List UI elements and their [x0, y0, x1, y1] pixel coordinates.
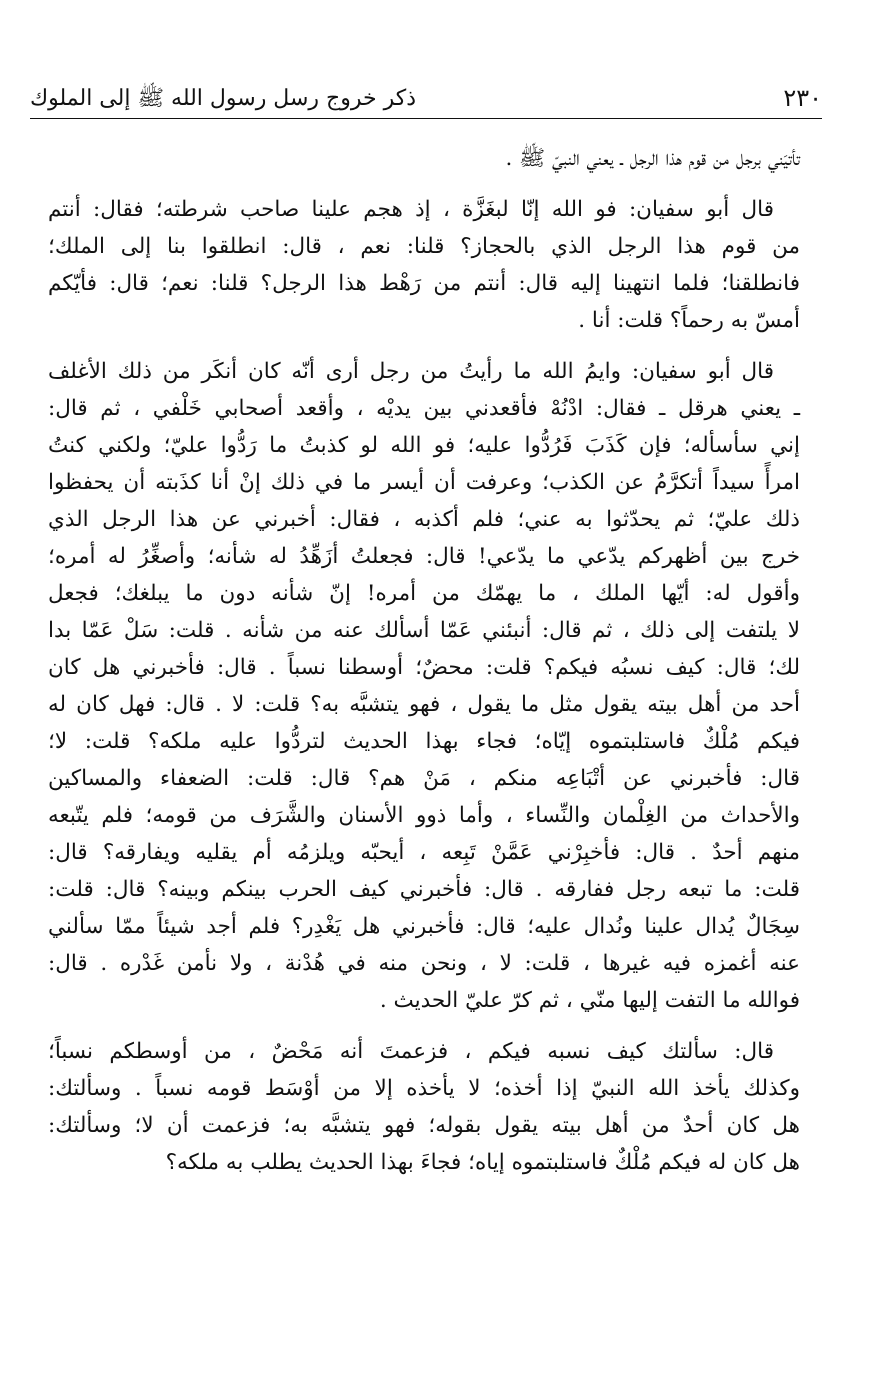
text-line: عنه أغمزه فيه غيرها ، قلت: لا ، ونحن منه في هُدْنة ، ولا نأمن غَدْره . قال:: [48, 951, 800, 976]
text-line: منهم أحدٌ . قال: فأخبِرْني عَمَّنْ تَبِعه ، أيحبّه ويلزمُه أم يقليه ويفارقه؟ قال:: [48, 840, 800, 865]
text-line: فيكم مُلْكٌ فاستلبتموه إيّاه؛ فجاء بهذا الحديث لتردُّوا عليه ملكه؟ قلت: لا؛: [48, 729, 800, 754]
header-rule: [30, 118, 822, 119]
body-text: [48, 140, 800, 1181]
text-line: قال أبو سفيان: فو الله إنّا لبغَزَّة ، إذ هجم علينا صاحب شرطته؛ فقال: أنتم: [48, 197, 774, 222]
paragraph: [48, 191, 800, 339]
paragraph-gap: [48, 1019, 800, 1033]
text-line: وكذلك يأخذ الله النبيّ إذا أخذه؛ لا يأخذه إلا من أوْسَط قومه نسباً . وسألتك:: [48, 1076, 800, 1101]
paragraph-gap: [48, 339, 800, 353]
text-line: امرأً سيداً أتكرَّمُ عن الكذب؛ وعرفت أن أيسر ما في ذلك إنْ أنا كذَبته أن يحفظوا: [48, 470, 800, 495]
text-line: من قوم هذا الرجل الذي بالحجاز؟ قلنا: نعم ، قال: انطلقوا بنا إلى الملك؛: [48, 234, 800, 259]
paragraph-gap: [48, 177, 800, 191]
text-line: أحد من أهل بيته يقول مثل ما يقول ، فهو يتشبَّه به؟ قلت: لا . قال: فهل كان له: [48, 692, 800, 717]
text-line: هل كان له فيكم مُلْكٌ فاستلبتموه إياه؛ فجاءَ بهذا الحديث يطلب به ملكه؟: [165, 1150, 800, 1175]
paragraph: [48, 140, 800, 177]
page-header: [30, 72, 822, 112]
text-line: إني سأسأله؛ فإن كَذَبَ فَرُدُّوا عليه؛ فو الله لو كذبتُ ما رَدُّوا عليّ؛ ولكني كنتُ: [48, 433, 800, 458]
text-line: أمسّ به رحماً؟ قلت: أنا .: [578, 308, 800, 333]
text-line: هل كان أحدٌ من أهل بيته يقول بقوله؛ فهو يتشبَّه به؛ فزعمت أن لا؛ وسألتك:: [48, 1113, 800, 1138]
text-line: لا يلتفت إلى ذلك ، ثم قال: أنبئني عَمّا أسألك عنه من شأنه . قلت: سَلْ عَمّا بدا: [48, 618, 800, 643]
text-line: قال: فأخبرني عن أتْبَاعِه منكم ، مَنْ هم؟ قال: قلت: الضعفاء والمساكين: [48, 766, 800, 791]
text-line: سِجَالٌ يُدال علينا ونُدال عليه؛ قال: فأخبرني هل يَغْدِر؟ فلم أجد شيئاً ممّا سألني: [48, 914, 800, 939]
page-number: ٢٣٠: [783, 84, 822, 112]
text-line: فانطلقنا؛ فلما انتهينا إليه قال: أنتم من رَهْط هذا الرجل؟ قلنا: نعم؛ قال: فأيّكم: [48, 271, 800, 296]
text-line: قال: سألتك كيف نسبه فيكم ، فزعمتَ أنه مَحْضٌ ، من أوسطكم نسباً؛: [48, 1039, 774, 1064]
text-line: ـ يعني هرقل ـ فقال: ادْنُهْ فأقعدني بين يديْه ، وأقعد أصحابي خَلْفي ، ثم قال:: [48, 396, 800, 421]
text-line: لك؛ قال: كيف نسبُه فيكم؟ قلت: محضٌ؛ أوسطنا نسباً . قال: فأخبرني هل كان: [48, 655, 800, 680]
paragraph: [48, 353, 800, 1019]
text-line: قلت: ما تبعه رجل ففارقه . قال: فأخبرني كيف الحرب بينكم وبينه؟ قال: قلت:: [48, 877, 800, 902]
paragraph: [48, 1033, 800, 1181]
text-line: فوالله ما التفت إليها منّي ، ثم كرّ عليّ الحديث .: [379, 988, 800, 1013]
text-line: تأتيَني برجل من قوم هذا الرجل ـ يعني النبيّ ﷺ .: [505, 146, 800, 171]
text-line: قال أبو سفيان: وايمُ الله ما رأيتُ من رجل أرى أنّه كان أنكَر من ذلك الأغلف: [48, 359, 774, 384]
running-title: ذكر خروج رسل رسول الله ﷺ إلى الملوك: [30, 86, 416, 111]
text-line: خرج بين أظهركم يدّعي ما يدّعي! قال: فجعلتُ أزَهِّدُ له شأنه؛ وأصغِّرُ له أمره؛: [48, 544, 800, 569]
text-line: والأحداث من الغِلْمان والنِّساء ، وأما ذوو الأسنان والشَّرَف من قومه؛ فلم يتّبعه: [48, 803, 800, 828]
text-line: وأقول له: أيّها الملك ، ما يهمّك من أمره! إنّ شأنه دون ما يبلغك؛ فجعل: [48, 581, 800, 606]
text-line: ذلك عليّ؛ ثم يحدّثوا به عني؛ فلم أكذبه ، فقال: أخبرني عن هذا الرجل الذي: [48, 507, 800, 532]
